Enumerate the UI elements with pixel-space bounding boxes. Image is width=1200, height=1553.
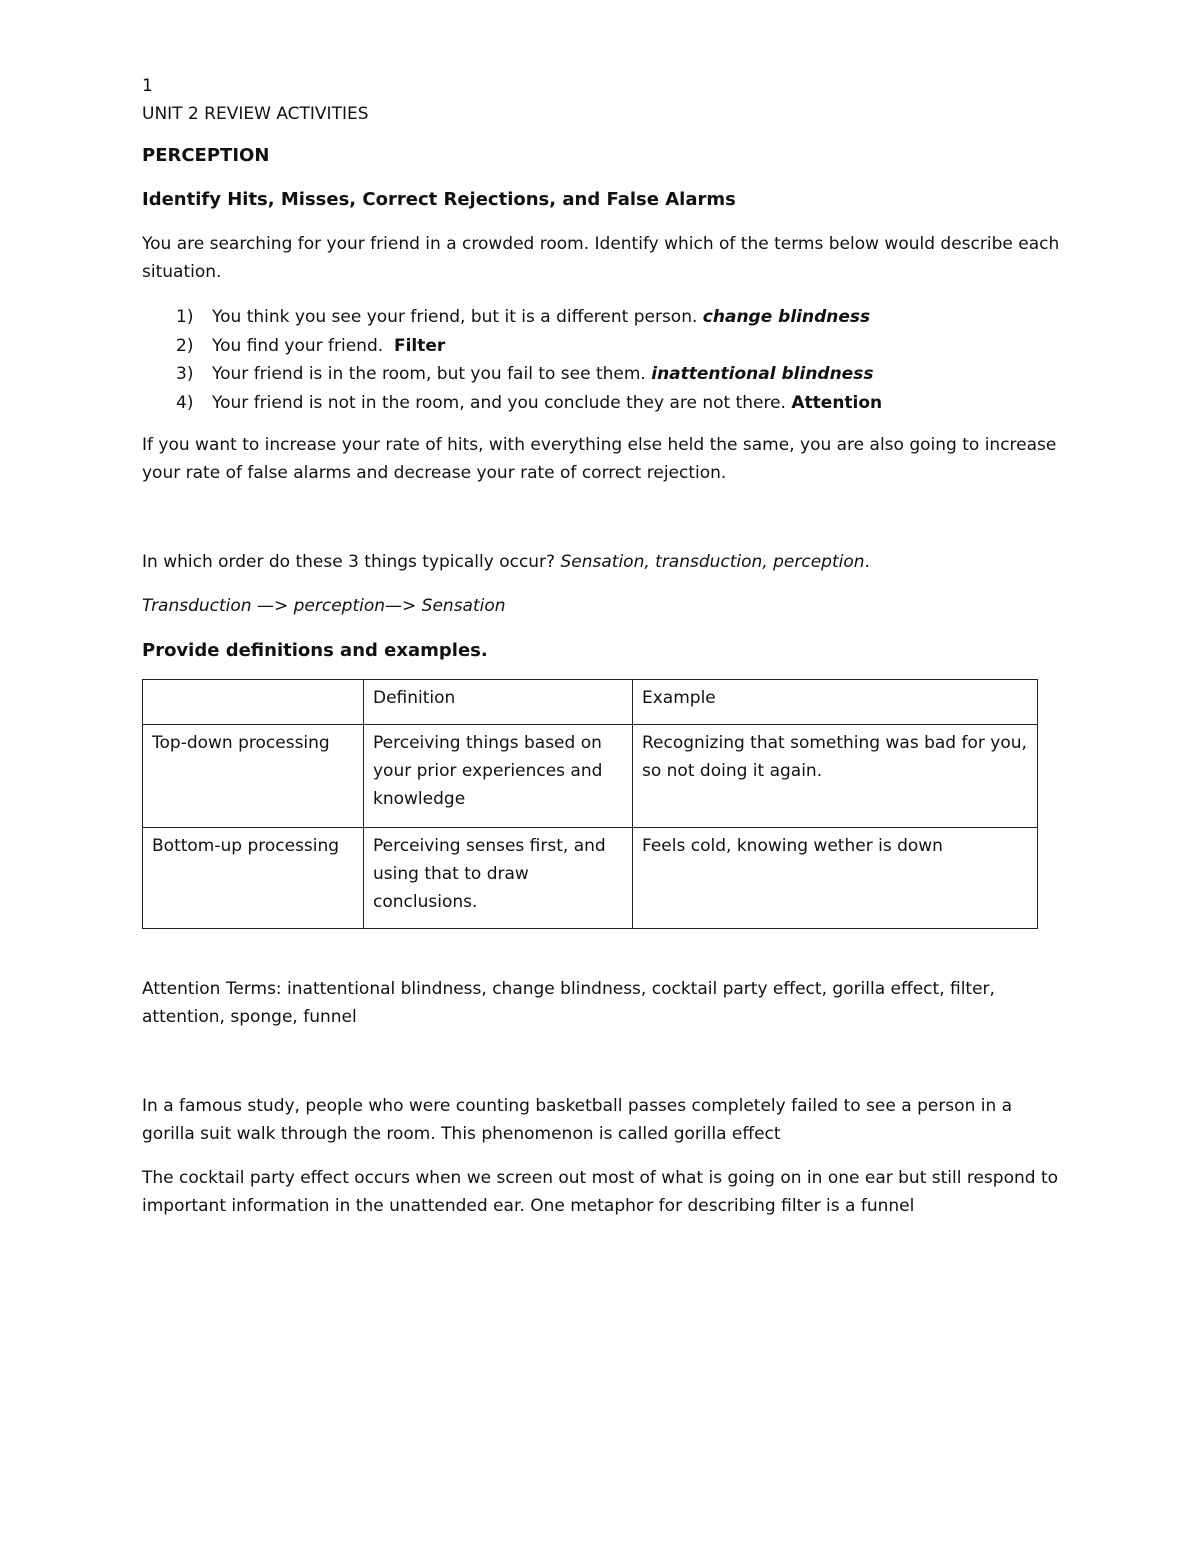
table-row (143, 828, 1038, 929)
table-cell-term: Bottom-up processing (143, 828, 364, 929)
definitions-table (142, 679, 1038, 929)
list-item (176, 332, 882, 361)
gorilla-paragraph: In a famous study, people who were counting basketball passes completely failed to see a person in a gorilla suit walk through the room. This phenomenon is called gorilla effect (142, 1096, 1013, 1144)
list-item-number: 3) (176, 364, 194, 384)
section-title: PERCEPTION (142, 145, 270, 166)
table-cell-definition: Perceiving senses first, and using that to draw conclusions. (364, 828, 633, 929)
hits-paragraph: If you want to increase your rate of hits, with everything else held the same, you are also going to increase your rate of false alarms and decrease your rate of correct rejection. (142, 435, 1057, 483)
table-cell-example: Recognizing that something was bad for you, so not doing it again. (633, 725, 1038, 828)
table-cell-example: Feels cold, knowing wether is down (633, 828, 1038, 929)
order-question: In which order do these 3 things typically occur? Sensation, transduction, perception. (142, 552, 870, 572)
list-item (176, 303, 882, 332)
situation-list (176, 303, 882, 417)
list-item-text: Your friend is in the room, but you fail to see them. (212, 364, 646, 384)
order-answer: Transduction —> perception—> Sensation (142, 596, 506, 616)
list-item-answer: inattentional blindness (651, 364, 874, 384)
table-header-row (143, 680, 1038, 725)
list-item-number: 2) (176, 335, 194, 356)
table-row (143, 725, 1038, 828)
list-item-answer: change blindness (702, 307, 871, 327)
order-question-text: In which order do these 3 things typically occur? (142, 552, 556, 572)
table-header-cell: Example (633, 680, 1038, 725)
attention-terms: Attention Terms: inattentional blindness, change blindness, cocktail party effect, gorilla effect, filter, attention, sponge, funnel (142, 979, 995, 1027)
page-number: 1 (142, 76, 153, 96)
list-item-text: You think you see your friend, but it is a different person. (212, 307, 698, 327)
subheading-definitions: Provide definitions and examples. (142, 640, 488, 661)
list-item (176, 360, 882, 389)
subheading-hits-misses: Identify Hits, Misses, Correct Rejections, and False Alarms (142, 189, 736, 210)
intro-paragraph: You are searching for your friend in a crowded room. Identify which of the terms below would describe each situation. (142, 234, 1060, 282)
list-item-text: You find your friend. (212, 335, 384, 356)
cocktail-paragraph: The cocktail party effect occurs when we screen out most of what is going on in one ear but still respond to important information in the unattended ear. One metaphor for describing filter is a funnel (142, 1168, 1059, 1216)
table-cell-term: Top-down processing (143, 725, 364, 828)
list-item-number: 4) (176, 392, 194, 413)
table-cell-definition: Perceiving things based on your prior experiences and knowledge (364, 725, 633, 828)
list-item-answer: Filter (393, 335, 446, 356)
order-options: Sensation, transduction, perception (560, 552, 865, 572)
list-item-number: 1) (176, 307, 194, 327)
list-item-text: Your friend is not in the room, and you conclude they are not there. (212, 392, 786, 413)
table-header-cell (143, 680, 364, 725)
list-item-answer: Attention (791, 392, 883, 413)
list-item (176, 389, 882, 418)
document-title: UNIT 2 REVIEW ACTIVITIES (142, 104, 369, 124)
table-header-cell: Definition (364, 680, 633, 725)
